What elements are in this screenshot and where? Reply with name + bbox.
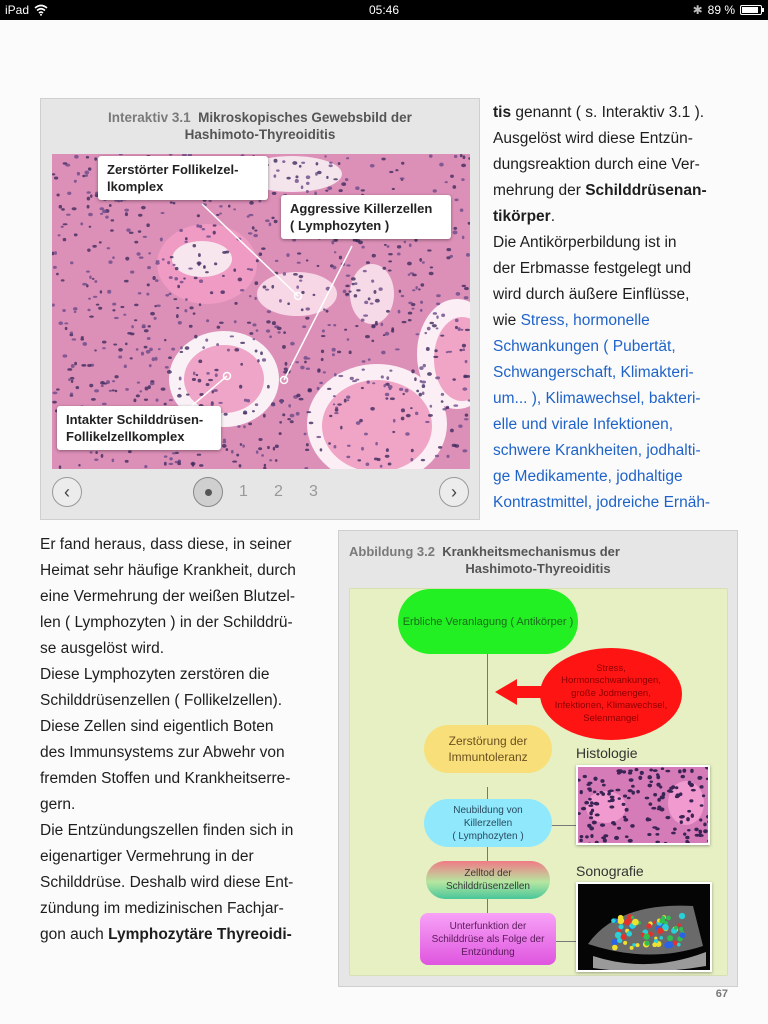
text-line: eine Vermehrung der weißen Blutzel- <box>40 588 296 605</box>
figure-title-line1: Krankheitsmechanismus der <box>442 544 620 559</box>
text-span: gon auch <box>40 926 109 943</box>
bluetooth-icon: ✱ <box>692 3 703 17</box>
link-text[interactable]: Schwankungen ( Pubertät, <box>493 338 676 355</box>
text-line: eigenartiger Vermehrung in der <box>40 848 254 865</box>
callout-line: lkomplex <box>107 179 164 194</box>
histology-label: Histologie <box>576 745 638 761</box>
text-line <box>40 922 332 948</box>
node-label-line: Killerzellen <box>463 817 513 829</box>
node-label-line: Zelltod der <box>464 868 512 879</box>
text-line: Diese Lymphozyten zerstören die <box>40 666 270 683</box>
text-span: dungsreaktion durch eine Ver- <box>493 156 700 173</box>
gallery-title <box>41 109 479 143</box>
bold-term: Schilddrüsenan- <box>585 182 707 199</box>
node-label-line: Schilddrüsenzellen <box>446 881 530 892</box>
battery-fill <box>742 7 758 13</box>
previous-button[interactable] <box>52 477 82 507</box>
interactive-gallery[interactable] <box>40 98 480 520</box>
gallery-title-line1: Mikroskopisches Gewebsbild der <box>198 110 412 125</box>
text-line: Schilddrüse. Deshalb wird diese Ent- <box>40 874 294 891</box>
device-name: iPad <box>5 3 30 17</box>
page-3[interactable]: 3 <box>309 483 318 500</box>
connector <box>487 787 488 799</box>
bold-term: tis <box>493 104 512 121</box>
node-label-line: Hormonschwankungen, <box>561 675 661 687</box>
next-button[interactable] <box>439 477 469 507</box>
node-label-line: Zerstörung der <box>448 734 528 748</box>
text-line: len ( Lymphozyten ) in der Schilddrü- <box>40 614 293 631</box>
connector <box>487 899 488 913</box>
text-line: se ausgelöst wird. <box>40 640 165 657</box>
figure-title-line2: Hashimoto-Thyreoiditis <box>465 561 611 576</box>
text-span: der Erbmasse festgelegt und <box>493 260 692 277</box>
node-killer-cells <box>424 799 552 847</box>
gallery-title-line2: Hashimoto-Thyreoiditis <box>184 127 336 142</box>
chevron-left-icon: ‹ <box>64 481 70 502</box>
dot-icon <box>205 489 212 496</box>
text-line <box>493 152 763 178</box>
figure-label: Abbildung 3.2 <box>349 544 435 559</box>
mechanism-diagram <box>349 588 728 976</box>
text-line <box>493 438 763 464</box>
text-span: Ausgelöst wird diese Entzün- <box>493 130 693 147</box>
link-text[interactable]: ge Medikamente, jodhaltige <box>493 468 683 485</box>
figure-box <box>338 530 738 987</box>
callout-line: Zerstörter Follikelzel- <box>107 162 239 177</box>
text-line <box>493 230 763 256</box>
node-label <box>452 804 523 843</box>
histology-illustration <box>578 767 710 845</box>
ultrasound-illustration <box>578 884 712 972</box>
text-line <box>493 308 763 334</box>
node-label-line: ( Lymphozyten ) <box>452 830 524 842</box>
node-immune-tolerance <box>424 725 552 773</box>
node-label-line: Infektionen, Klimawechsel, <box>554 700 668 712</box>
text-line: Die Entzündungszellen finden sich in <box>40 822 294 839</box>
connector <box>550 825 576 826</box>
text-span: mehrung der <box>493 182 586 199</box>
text-line <box>493 204 763 230</box>
node-label-line: Entzündung <box>461 946 515 958</box>
text-line <box>493 100 763 126</box>
node-label-line: Immuntoleranz <box>448 750 528 764</box>
text-line: Schilddrüsenzellen ( Follikelzellen). <box>40 692 283 709</box>
link-text[interactable]: um... ), Klimawechsel, bakteri- <box>493 390 701 407</box>
node-label <box>448 733 527 765</box>
sonography-label: Sonografie <box>576 863 644 879</box>
left-text-column <box>40 532 332 948</box>
node-hereditary <box>398 589 578 654</box>
chevron-right-icon: › <box>451 481 457 502</box>
text-line <box>493 412 763 438</box>
link-text[interactable]: Schwangerschaft, Klimakteri- <box>493 364 694 381</box>
histology-image <box>576 765 710 845</box>
battery-icon <box>740 5 762 15</box>
status-bar <box>0 0 768 20</box>
callout-line: ( Lymphozyten ) <box>290 218 390 233</box>
text-line <box>493 464 763 490</box>
sonography-image <box>576 882 712 972</box>
connector <box>487 847 488 861</box>
text-span: genannt ( s. Interaktiv 3.1 ). <box>511 104 705 121</box>
microscopy-image[interactable] <box>52 154 470 469</box>
text-span: wird durch äußere Einflüsse, <box>493 286 690 303</box>
link-text[interactable]: Stress, hormonelle <box>520 312 650 329</box>
text-span: Die Antikörperbildung ist in <box>493 234 677 251</box>
page-1[interactable]: 1 <box>239 483 248 500</box>
link-text[interactable]: Kontrastmittel, jodreiche Ernäh- <box>493 494 711 511</box>
node-label-line: große Jodmengen, <box>571 687 651 699</box>
node-external-factors <box>540 648 682 740</box>
connector <box>555 941 576 942</box>
node-cell-death <box>426 861 550 899</box>
callout-line: Intakter Schilddrüsen- <box>66 412 204 427</box>
battery-percent: 89 % <box>707 3 735 17</box>
text-line: des Immunsystems zur Abwehr von <box>40 744 285 761</box>
text-line <box>493 256 763 282</box>
node-label-line: Stress, <box>596 662 626 674</box>
node-label-line: Schilddrüse als Folge der <box>431 933 545 945</box>
connector <box>487 653 488 725</box>
node-label <box>432 920 545 959</box>
text-line: Er fand heraus, dass diese, in seiner <box>40 536 292 553</box>
gallery-label: Interaktiv 3.1 <box>108 110 191 125</box>
text-line: fremden Stoffen und Krankheitserre- <box>40 770 291 787</box>
callout-destroyed-follicle[interactable] <box>98 156 268 200</box>
text-line: gern. <box>40 796 76 813</box>
text-line <box>493 282 763 308</box>
link-text[interactable]: elle und virale Infektionen, <box>493 416 674 433</box>
bold-term: tikörper <box>493 208 551 225</box>
callout-intact-follicle[interactable] <box>57 406 221 450</box>
text-line: zündung im medizinischen Fachjar- <box>40 900 284 917</box>
overview-button[interactable] <box>193 477 223 507</box>
node-label-line: Neubildung von <box>453 804 523 816</box>
clock: 05:46 <box>368 3 400 17</box>
text-line: Diese Zellen sind eigentlich Boten <box>40 718 274 735</box>
node-label <box>446 867 530 893</box>
node-label-line: Selenmangel <box>583 712 639 724</box>
text-line <box>493 334 763 360</box>
link-text[interactable]: schwere Krankheiten, jodhalti- <box>493 442 701 459</box>
text-line <box>493 126 763 152</box>
text-line: Heimat sehr häufige Krankheit, durch <box>40 562 296 579</box>
right-text-column <box>493 100 763 516</box>
node-hypofunction <box>420 913 556 965</box>
text-line <box>493 490 763 516</box>
callout-line: Follikelzellkomplex <box>66 429 185 444</box>
text-span: wie <box>493 312 521 329</box>
text-line <box>493 178 763 204</box>
node-label: Erbliche Veranlagung ( Antikörper ) <box>402 615 574 628</box>
callout-line: Aggressive Killerzellen <box>290 201 433 216</box>
figure-title <box>349 543 727 577</box>
text-span: . <box>550 208 556 225</box>
node-label-line: Unterfunktion der <box>449 920 527 932</box>
callout-killer-cells[interactable] <box>281 195 451 239</box>
page-2[interactable]: 2 <box>274 483 283 500</box>
text-line <box>493 360 763 386</box>
node-label <box>555 663 667 726</box>
page-number: 67 <box>715 988 728 1000</box>
text-line <box>493 386 763 412</box>
bold-term: Lymphozytäre Thyreoidi- <box>108 926 292 943</box>
